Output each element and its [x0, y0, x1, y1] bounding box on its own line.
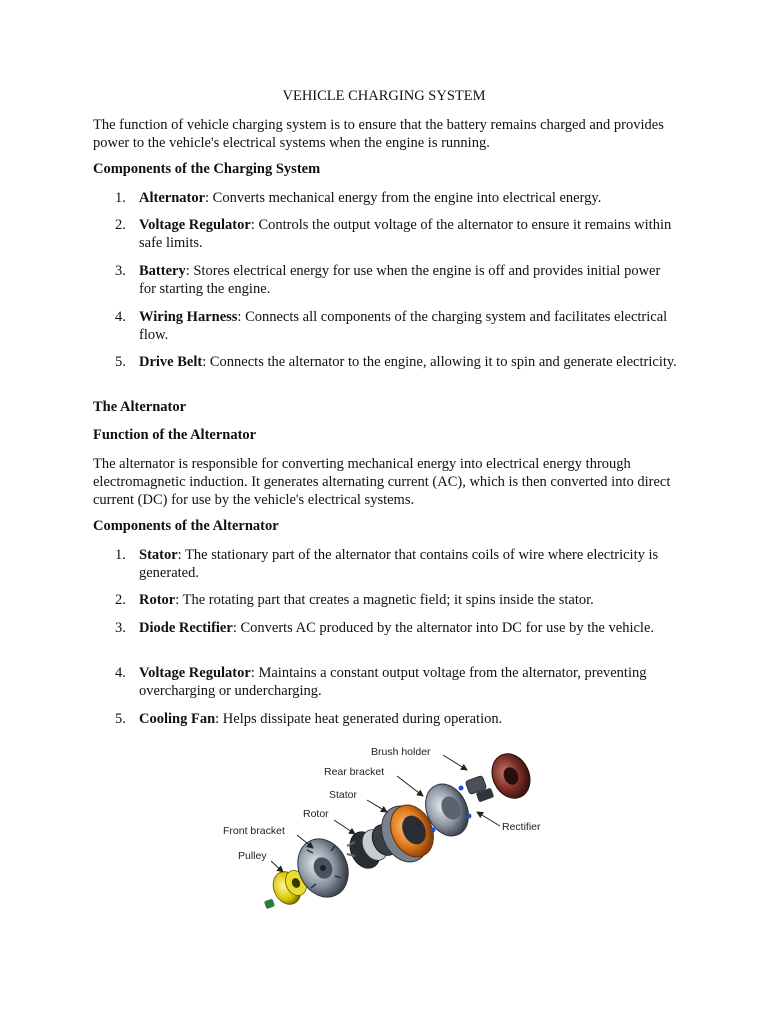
list-number: 1.: [115, 190, 126, 206]
list-term: Stator: [139, 547, 178, 563]
svg-text:Rotor: Rotor: [303, 808, 329, 820]
label-front-bracket: [223, 825, 313, 848]
alternator-function-heading: Function of the Alternator: [93, 427, 257, 443]
list-term: Voltage Regulator: [139, 665, 251, 681]
list-desc: : The stationary part of the alternator that contains coils of wire where electricity is generated.: [139, 547, 659, 581]
label-rectifier: [477, 812, 541, 833]
list-term: Alternator: [139, 190, 206, 206]
list-number: 4.: [115, 665, 126, 681]
list-number: 3.: [115, 620, 126, 636]
alternator-function-paragraph: The alternator is responsible for converting mechanical energy into electrical energy through electromagnetic induction. It generates alternating current (AC), which is then converted into direct current (DC) for use by the vehicle's electrical systems.: [93, 456, 671, 508]
list-number: 2.: [115, 217, 126, 233]
label-brush-holder: [371, 746, 467, 770]
nut-part: [264, 899, 275, 910]
list-desc: : Stores electrical energy for use when the engine is off and provides initial power for starting the engine.: [139, 263, 661, 297]
list-term: Diode Rectifier: [139, 620, 233, 636]
svg-text:Rear bracket: Rear bracket: [324, 766, 385, 778]
svg-text:Pulley: Pulley: [238, 850, 267, 862]
label-stator: [329, 789, 387, 812]
list-term: Wiring Harness: [139, 309, 238, 325]
charging-components-heading: Components of the Charging System: [93, 161, 321, 177]
svg-text:Front bracket: Front bracket: [223, 825, 285, 837]
list-term: Cooling Fan: [139, 711, 216, 727]
alternator-components-heading: Components of the Alternator: [93, 518, 279, 534]
list-desc: : Converts AC produced by the alternator into DC for use by the vehicle.: [232, 620, 655, 636]
list-term: Voltage Regulator: [139, 217, 251, 233]
list-number: 5.: [115, 354, 126, 370]
list-term: Rotor: [139, 592, 176, 608]
document-title: VEHICLE CHARGING SYSTEM: [282, 88, 486, 104]
list-term: Battery: [139, 263, 186, 279]
list-desc: : Maintains a constant output voltage from the alternator, preventing overcharging or undercharging.: [139, 665, 647, 699]
list-term: Drive Belt: [139, 354, 203, 370]
list-desc: : Controls the output voltage of the alternator to ensure it remains within safe limits.: [139, 217, 672, 251]
svg-text:Brush holder: Brush holder: [371, 746, 431, 758]
intro-paragraph: The function of vehicle charging system is to ensure that the battery remains charged and provides power to the vehicle's electrical systems when the engine is running.: [93, 117, 664, 151]
list-desc: : Connects all components of the charging system and facilitates electrical flow.: [139, 309, 668, 343]
label-pulley: [238, 850, 283, 872]
list-desc: : The rotating part that creates a magnetic field; it spins inside the stator.: [175, 592, 594, 608]
list-desc: : Helps dissipate heat generated during operation.: [215, 711, 503, 727]
svg-text:Rectifier: Rectifier: [502, 821, 541, 833]
brush-holder-part: [465, 775, 494, 802]
alternator-exploded-diagram: [215, 738, 555, 918]
list-number: 3.: [115, 263, 126, 279]
list-number: 4.: [115, 309, 126, 325]
list-number: 2.: [115, 592, 126, 608]
list-desc: : Converts mechanical energy from the engine into electrical energy.: [205, 190, 602, 206]
list-number: 1.: [115, 547, 126, 563]
label-rotor: [303, 808, 355, 834]
svg-text:Stator: Stator: [329, 789, 358, 801]
alternator-heading: The Alternator: [93, 399, 187, 415]
list-desc: : Connects the alternator to the engine, allowing it to spin and generate electricity.: [202, 354, 677, 370]
list-number: 5.: [115, 711, 126, 727]
